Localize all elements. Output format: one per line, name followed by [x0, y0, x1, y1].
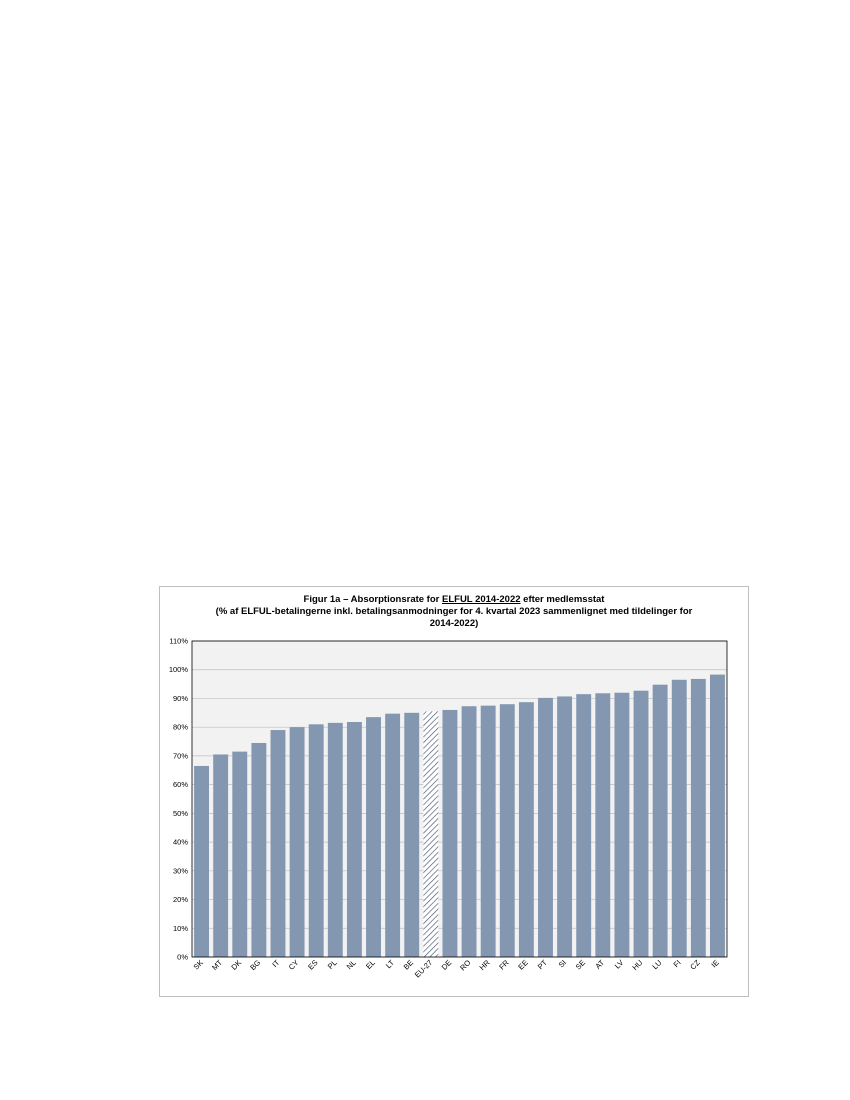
chart-title-line1-post: efter medlemsstat: [520, 594, 605, 605]
bar-cz: [691, 679, 706, 957]
bar-mt: [213, 754, 228, 957]
x-tick-label: FR: [497, 958, 511, 972]
bar-dk: [232, 752, 247, 957]
bar-de: [442, 710, 457, 957]
bar-es: [309, 724, 324, 957]
bar-hr: [481, 706, 496, 957]
x-tick-label: PT: [535, 958, 549, 972]
bar-lu: [653, 685, 668, 957]
x-tick-label: SE: [573, 958, 588, 972]
bar-cy: [290, 727, 305, 957]
bar-eu-27: [423, 711, 438, 957]
x-tick-label: NL: [344, 958, 358, 972]
y-tick-label: 10%: [172, 923, 188, 933]
x-tick-label: IE: [709, 958, 721, 970]
x-tick-label: AT: [593, 958, 607, 971]
x-tick-label: DE: [439, 958, 454, 972]
chart-title-line1-pre: Figur 1a – Absorptionsrate for: [303, 594, 442, 605]
x-tick-label: SI: [556, 958, 569, 970]
x-tick-label: BG: [248, 958, 263, 973]
x-tick-label: CZ: [688, 958, 702, 972]
bar-be: [404, 713, 419, 957]
y-tick-label: 30%: [172, 866, 188, 876]
x-tick-label: HR: [477, 958, 492, 973]
y-tick-label: 60%: [172, 780, 188, 790]
bar-ie: [710, 675, 725, 957]
x-tick-label: EE: [516, 958, 530, 972]
bar-ee: [519, 702, 534, 957]
x-tick-label: LT: [383, 958, 397, 971]
x-tick-label: EL: [364, 958, 377, 971]
bar-lt: [385, 714, 400, 957]
chart-title-line2: (% af ELFUL-betalingerne inkl. betalingsanmodninger for 4. kvartal 2023 sammenlignet med tildelinger for: [215, 606, 693, 617]
y-tick-label: 70%: [172, 751, 188, 761]
y-tick-label: 90%: [172, 693, 188, 703]
x-tick-label: LU: [650, 958, 664, 972]
bar-nl: [347, 722, 362, 957]
x-tick-label: EU-27: [412, 958, 435, 980]
x-tick-label: HU: [630, 958, 645, 973]
x-tick-label: CY: [286, 958, 301, 972]
x-tick-label: SK: [191, 958, 205, 972]
bar-hu: [634, 691, 649, 957]
bar-fi: [672, 680, 687, 957]
y-tick-label: 110%: [169, 636, 188, 646]
bar-sk: [194, 766, 209, 957]
bar-el: [366, 717, 381, 957]
bar-pt: [538, 698, 553, 957]
y-tick-label: 50%: [172, 808, 188, 818]
bar-bg: [251, 743, 266, 957]
bar-ro: [462, 706, 477, 957]
y-tick-label: 20%: [172, 895, 188, 905]
bar-it: [271, 730, 286, 957]
bar-chart: [160, 587, 748, 996]
chart-title-line3: 2014-2022): [429, 618, 479, 629]
x-tick-label: LV: [612, 958, 626, 971]
x-tick-label: RO: [458, 958, 473, 973]
x-tick-label: FI: [671, 958, 683, 970]
y-tick-label: 100%: [168, 665, 188, 675]
x-tick-label: BE: [401, 958, 416, 972]
chart-frame: [159, 586, 749, 997]
x-tick-label: DK: [229, 958, 244, 972]
x-tick-label: ES: [306, 958, 320, 972]
x-tick-label: IT: [270, 958, 282, 970]
bar-se: [576, 694, 591, 957]
bar-si: [557, 696, 572, 957]
y-tick-label: 80%: [172, 722, 188, 732]
x-tick-label: PL: [325, 958, 339, 971]
bar-at: [595, 693, 610, 957]
y-tick-label: 0%: [177, 952, 188, 962]
y-tick-label: 40%: [172, 837, 188, 847]
x-tick-label: MT: [210, 958, 225, 973]
bar-lv: [614, 693, 629, 957]
chart-title-line1-underlined: ELFUL 2014-2022: [442, 594, 521, 605]
bar-pl: [328, 723, 343, 957]
bar-fr: [500, 704, 515, 957]
